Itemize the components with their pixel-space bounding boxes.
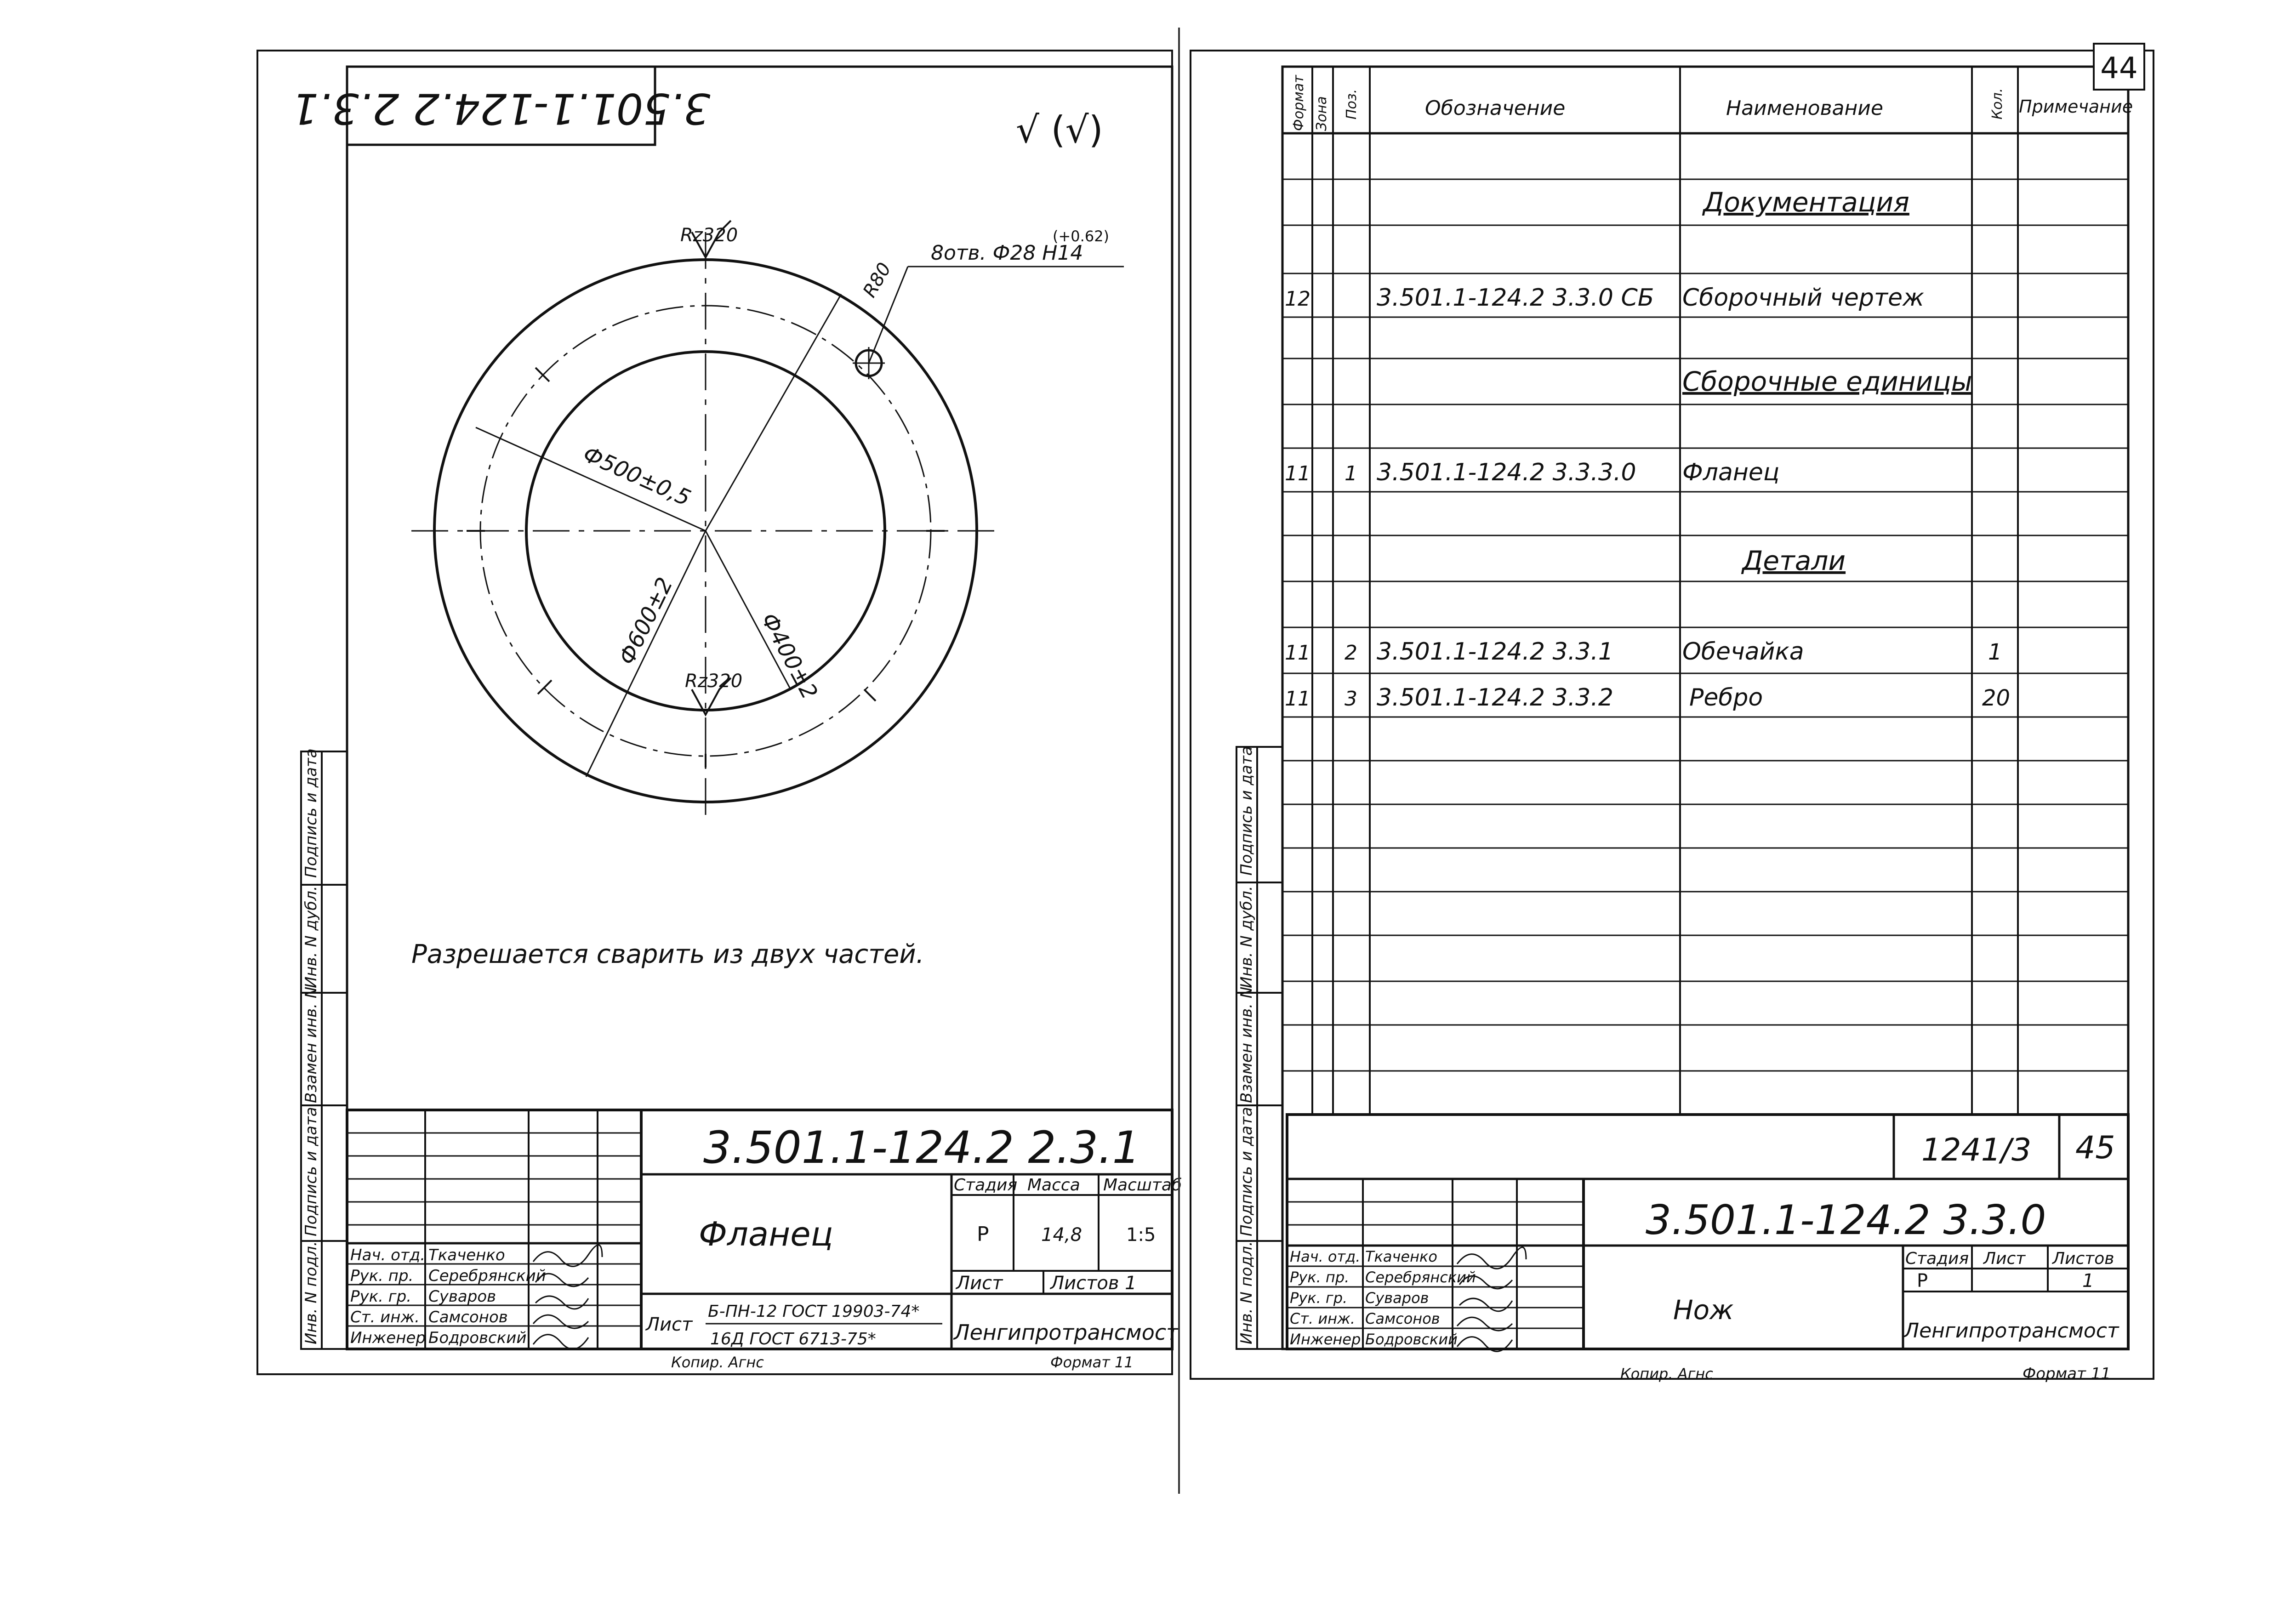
rt-role-4: Ст. инж.	[1290, 1310, 1356, 1327]
rt-role-5: Инженер	[1290, 1331, 1361, 1348]
rt-sheet-no: 45	[2075, 1130, 2115, 1166]
row-2-code: 3.501.1-124.2 3.3.3.0	[1377, 459, 1636, 486]
lt-header-mass: Масса	[1027, 1176, 1080, 1195]
hole-tolerance: (+0.62)	[1053, 228, 1110, 245]
rz-label-bottom: Rz320	[685, 671, 743, 692]
left-strip-label-3: Взамен инв. N	[302, 986, 320, 1103]
row-2-format: 11	[1285, 462, 1310, 485]
right-signatures	[1457, 1247, 1526, 1352]
bolt-tick-3	[538, 680, 552, 694]
lt-value-mass: 14,8	[1041, 1224, 1082, 1246]
section-units: Сборочные единицы	[1682, 366, 1972, 397]
left-strip-label-1: Подпись и дата	[302, 748, 320, 878]
spec-head-name: Наименование	[1726, 97, 1883, 120]
lt-person-1: Ткаченко	[428, 1246, 505, 1264]
rt-person-1: Ткаченко	[1365, 1248, 1437, 1265]
row-4-name: Ребро	[1689, 684, 1763, 711]
left-title-code: 3.501.1-124.2 2.3.1	[703, 1122, 1140, 1173]
left-title-name: Фланец	[699, 1215, 833, 1253]
rt-person-2: Серебрянский	[1365, 1269, 1476, 1286]
lt-role-3: Рук. гр.	[350, 1287, 412, 1306]
rt-role-2: Рук. пр.	[1290, 1269, 1350, 1286]
lt-sheet-label: Лист	[956, 1273, 1003, 1294]
lt-value-stage: Р	[977, 1223, 989, 1246]
lt-sheets-label: Листов 1	[1050, 1273, 1137, 1294]
spec-head-format: Формат	[1291, 75, 1307, 131]
dim-d600-label: Ф600±2	[614, 573, 678, 669]
row-3-qty: 1	[1988, 639, 2002, 665]
left-footer-copy: Копир. Агнс	[671, 1354, 764, 1371]
left-footer-format: Формат 11	[1050, 1354, 1134, 1371]
rt-role-3: Рук. гр.	[1290, 1289, 1348, 1307]
row-3-code: 3.501.1-124.2 3.3.1	[1377, 638, 1613, 666]
rt-person-5: Бодровский	[1365, 1331, 1458, 1348]
rt-value-stage: Р	[1917, 1270, 1928, 1292]
right-strip-label-3: Взамен инв. N	[1237, 986, 1256, 1103]
row-4-pos: 3	[1345, 687, 1357, 711]
rt-order: 1241/3	[1921, 1132, 2032, 1168]
dim-line-radius	[706, 294, 841, 531]
rz-label-top: Rz320	[680, 225, 738, 246]
roughness-mark: √ (√)	[1016, 108, 1103, 151]
left-strip-label-2: Инв. N дубл.	[302, 886, 320, 988]
lt-material-bottom: 16Д ГОСТ 6713-75*	[710, 1330, 876, 1349]
right-strip-label-4: Подпись и дата	[1237, 1107, 1256, 1236]
flange-drawing	[411, 221, 1124, 818]
right-footer-format: Формат 11	[2023, 1365, 2111, 1383]
rt-org: Ленгипротрансмост	[1904, 1319, 2119, 1343]
rt-header-stage: Стадия	[1905, 1249, 1969, 1268]
row-4-qty: 20	[1982, 685, 2011, 711]
radius-label: R80	[859, 259, 896, 301]
lt-material-prefix: Лист	[646, 1314, 693, 1335]
rt-header-sheets: Листов	[2052, 1249, 2114, 1268]
bolt-tick-5	[864, 689, 876, 701]
left-signatures	[533, 1245, 602, 1349]
right-strip-label-1: Подпись и дата	[1237, 746, 1256, 876]
lt-value-scale: 1:5	[1126, 1224, 1156, 1246]
row-4-format: 11	[1285, 687, 1310, 711]
row-3-name: Обечайка	[1682, 638, 1804, 666]
row-1-format: 12	[1285, 287, 1310, 311]
row-3-format: 11	[1285, 641, 1310, 665]
lt-person-5: Бодровский	[428, 1329, 527, 1347]
spec-head-code: Обозначение	[1425, 97, 1566, 120]
dim-d400-label: Ф400±2	[756, 609, 823, 704]
lt-signature-5	[533, 1335, 588, 1349]
lt-person-3: Суваров	[428, 1287, 496, 1306]
rt-header-sheet: Лист	[1983, 1249, 2026, 1268]
rt-value-sheets: 1	[2082, 1270, 2094, 1292]
rt-person-4: Самсонов	[1365, 1310, 1440, 1327]
lt-signature-3	[536, 1296, 588, 1309]
lt-signature-1	[533, 1245, 602, 1267]
lt-header-scale: Масштаб	[1103, 1176, 1182, 1195]
row-3-pos: 2	[1345, 641, 1357, 665]
page-number: 44	[2100, 51, 2138, 85]
lt-person-2: Серебрянский	[428, 1267, 546, 1285]
right-footer-copy: Копир. Агнс	[1620, 1365, 1713, 1383]
hole-callout: 8отв. Ф28 H14	[931, 241, 1083, 265]
spec-head-pos: Поз.	[1344, 89, 1360, 119]
right-strip-label-5: Инв. N подл.	[1237, 1241, 1256, 1344]
section-docs: Документация	[1703, 187, 1909, 218]
lt-role-5: Инженер	[350, 1329, 426, 1347]
left-strip-label-4: Подпись и дата	[302, 1107, 320, 1236]
spec-head-zone: Зона	[1314, 96, 1330, 131]
spec-head-note: Примечание	[2019, 97, 2133, 117]
row-2-pos: 1	[1345, 462, 1357, 485]
row-1-name: Сборочный чертеж	[1682, 284, 1924, 312]
row-1-code: 3.501.1-124.2 3.3.0 СБ	[1377, 284, 1654, 312]
dim-line-d600	[586, 531, 706, 777]
lt-role-1: Нач. отд.	[350, 1246, 426, 1264]
lt-material-top: Б-ПН-12 ГОСТ 19903-74*	[708, 1302, 920, 1321]
section-parts: Детали	[1742, 545, 1846, 576]
dim-d500-label: Ф500±0,5	[579, 441, 695, 512]
lt-role-4: Ст. инж.	[350, 1308, 420, 1326]
spec-row-lines	[1282, 179, 2128, 1071]
row-2-name: Фланец	[1682, 459, 1780, 486]
rt-name: Нож	[1673, 1294, 1734, 1326]
rt-signature-1	[1457, 1247, 1526, 1269]
lt-org: Ленгипротрансмост	[954, 1320, 1179, 1345]
weld-note: Разрешается сварить из двух частей.	[411, 939, 924, 969]
rt-signature-3	[1459, 1298, 1512, 1311]
spec-head-qty: Кол.	[1989, 88, 2005, 119]
lt-person-4: Самсонов	[428, 1308, 508, 1326]
left-strip-label-5: Инв. N подл.	[302, 1241, 320, 1344]
row-4-code: 3.501.1-124.2 3.3.2	[1377, 684, 1613, 711]
rt-person-3: Суваров	[1365, 1289, 1429, 1307]
lt-header-stage: Стадия	[954, 1176, 1018, 1195]
right-strip-label-2: Инв. N дубл.	[1237, 886, 1256, 988]
rt-code: 3.501.1-124.2 3.3.0	[1646, 1196, 2046, 1244]
left-rotated-code: 3.501.1-124.2 2.3.1	[291, 84, 711, 133]
lt-role-2: Рук. пр.	[350, 1267, 414, 1285]
rt-role-1: Нач. отд.	[1290, 1248, 1361, 1265]
